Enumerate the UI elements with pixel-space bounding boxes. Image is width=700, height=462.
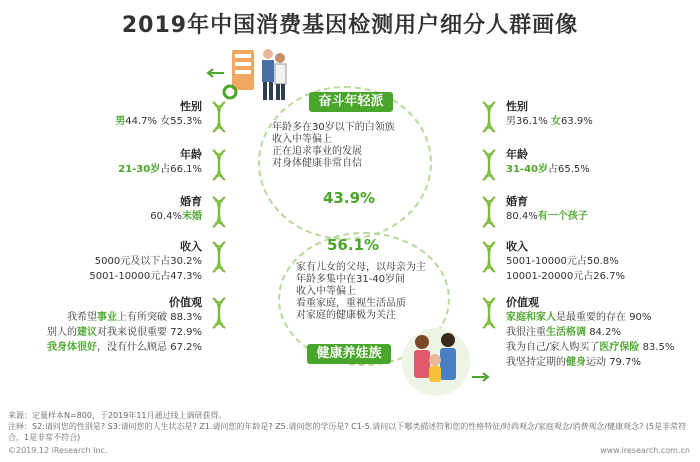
office-illustration (222, 42, 292, 104)
dna-icon (478, 100, 500, 134)
left-values: 价值观 我希望事业上有所突破 88.3% 别人的建议对我来说很重要 72.9% 我身体很好，没有什么顾忌 67.2% (10, 296, 230, 355)
family-illustration (400, 320, 472, 400)
dna-icon (208, 296, 230, 330)
segment2-description: 家有儿女的父母，以母亲为主 年龄多集中在31-40岁间 收入中等偏上 看重家庭，重视生活品质 对家庭的健康极为关注 (296, 262, 426, 321)
page-title: 2019年中国消费基因检测用户细分人群画像 (121, 13, 579, 38)
dna-icon (478, 296, 500, 330)
segment1-name: 奋斗年轻派 (309, 92, 393, 112)
copyright: ©2019.12 iResearch Inc. (8, 446, 108, 455)
segment1-description: 年龄多在30岁以下的白领族 收入中等偏上 正在追求事业的发展 对身体健康非常自信 (272, 122, 395, 169)
left-gender: 性别 男44.7% 女55.3% (100, 100, 230, 134)
left-age: 年龄 21-30岁占66.1% (100, 148, 230, 182)
dna-icon (208, 240, 230, 274)
site-url: www.iresearch.com.cn (600, 446, 690, 455)
gender-label: 性别 (180, 100, 202, 113)
left-income: 收入 5000元及以下占30.2% 5001-10000元占47.3% (60, 240, 230, 284)
dna-icon (478, 148, 500, 182)
footnote (8, 410, 693, 443)
dna-icon (478, 195, 500, 229)
dna-icon (208, 148, 230, 182)
dna-icon (208, 195, 230, 229)
dna-icon (478, 240, 500, 274)
left-marriage: 婚育 60.4%未婚 (100, 195, 230, 229)
right-arrow-icon (472, 372, 490, 382)
segment2-name: 健康养娃族 (307, 344, 391, 364)
right-marriage: 婚育 80.4%有一个孩子 (478, 195, 678, 229)
segment1-share: 43.9% (323, 189, 376, 207)
question-note: 注释：S2:请问您的性别是? S3:请问您的人生状态是? Z1.请问您的年龄是? Z5.请问您的学历是? C1-5.请问以下哪类描述符和您的性格特征/时尚观念/家庭观念/消费观念/健康观念? (5是非常符合，1是非常不符合) (8, 422, 687, 442)
right-values: 价值观 家庭和家人是最重要的存在 90% 我很注重生活格调 84.2% 我为自己/家人购买了医疗保险 83.5% 我坚持定期的健身运动 79.7% (478, 296, 693, 370)
right-age: 年龄 31-40岁占65.5% (478, 148, 678, 182)
right-income: 收入 5001-10000元占50.8% 10001-20000元占26.7% (478, 240, 688, 284)
right-gender: 性别 男36.1% 女63.9% (478, 100, 678, 134)
dna-icon (208, 100, 230, 134)
source-note: 来源：定量样本N=800，于2019年11月通过线上调研获得。 (8, 411, 227, 420)
segment2-share: 56.1% (327, 236, 380, 254)
left-arrow-icon (206, 68, 224, 78)
